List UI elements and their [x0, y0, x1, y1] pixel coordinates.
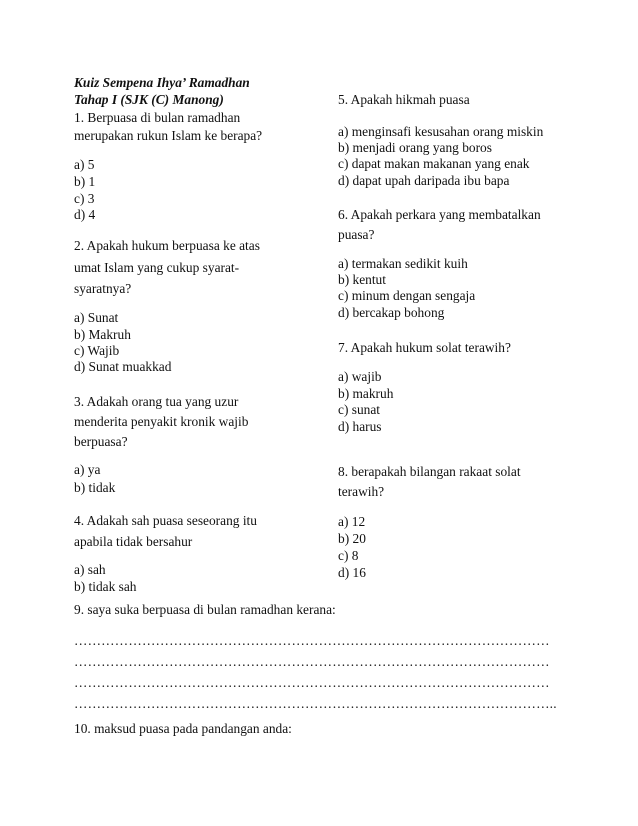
question-2-option-c: c) Wajib: [74, 343, 120, 358]
answer-line-2: ……………………………………………………………………………………………: [74, 654, 550, 669]
question-6-line-2: puasa?: [338, 227, 375, 242]
question-10: 10. maksud puasa pada pandangan anda:: [74, 721, 292, 736]
question-8-line-1: 8. berapakah bilangan rakaat solat: [338, 464, 521, 479]
answer-line-4: ……………………………………………………………………………………………..: [74, 696, 557, 711]
question-3-line-3: berpuasa?: [74, 434, 128, 449]
question-1-line-2: merupakan rukun Islam ke berapa?: [74, 128, 263, 143]
answer-line-1: ……………………………………………………………………………………………: [74, 633, 550, 648]
question-6-option-d: d) bercakap bohong: [338, 305, 445, 320]
question-7-option-a: a) wajib: [338, 369, 382, 384]
question-2-option-d: d) Sunat muakkad: [74, 359, 172, 374]
question-2-option-b: b) Makruh: [74, 327, 131, 342]
question-4-option-a: a) sah: [74, 562, 106, 577]
question-7-option-b: b) makruh: [338, 386, 394, 401]
question-7-line-1: 7. Apakah hukum solat terawih?: [338, 340, 511, 355]
question-3-line-2: menderita penyakit kronik wajib: [74, 414, 249, 429]
question-2-line-2: umat Islam yang cukup syarat-: [74, 260, 240, 275]
question-2-line-3: syaratnya?: [74, 281, 132, 296]
question-3-option-b: b) tidak: [74, 480, 116, 495]
question-2-option-a: a) Sunat: [74, 310, 119, 325]
question-4-line-2: apabila tidak bersahur: [74, 534, 193, 549]
question-7-option-d: d) harus: [338, 419, 382, 434]
question-1-option-d: d) 4: [74, 207, 96, 222]
question-9: 9. saya suka berpuasa di bulan ramadhan kerana:: [74, 602, 336, 617]
question-1-option-b: b) 1: [74, 174, 96, 189]
question-8-option-d: d) 16: [338, 565, 366, 580]
question-6-line-1: 6. Apakah perkara yang membatalkan: [338, 207, 541, 222]
question-5-line-1: 5. Apakah hikmah puasa: [338, 92, 470, 107]
question-1-option-c: c) 3: [74, 191, 95, 206]
question-5-option-c: c) dapat makan makanan yang enak: [338, 156, 530, 171]
question-3-option-a: a) ya: [74, 462, 101, 477]
question-5-option-a: a) menginsafi kesusahan orang miskin: [338, 124, 544, 139]
question-6-option-a: a) termakan sedikit kuih: [338, 256, 468, 271]
question-3-line-1: 3. Adakah orang tua yang uzur: [74, 394, 239, 409]
question-7-option-c: c) sunat: [338, 402, 381, 417]
question-8-option-b: b) 20: [338, 531, 366, 546]
question-4-line-1: 4. Adakah sah puasa seseorang itu: [74, 513, 257, 528]
question-1-line-1: 1. Berpuasa di bulan ramadhan: [74, 110, 241, 125]
question-4-option-b: b) tidak sah: [74, 579, 137, 594]
question-6-option-c: c) minum dengan sengaja: [338, 288, 476, 303]
quiz-title: Kuiz Sempena Ihya’ Ramadhan: [74, 75, 250, 90]
question-1-option-a: a) 5: [74, 157, 95, 172]
question-2-line-1: 2. Apakah hukum berpuasa ke atas: [74, 238, 260, 253]
question-5-option-b: b) menjadi orang yang boros: [338, 140, 492, 155]
question-6-option-b: b) kentut: [338, 272, 386, 287]
question-5-option-d: d) dapat upah daripada ibu bapa: [338, 173, 510, 188]
question-8-option-c: c) 8: [338, 548, 359, 563]
question-8-line-2: terawih?: [338, 484, 385, 499]
quiz-subtitle: Tahap I (SJK (C) Manong): [74, 92, 224, 107]
question-8-option-a: a) 12: [338, 514, 366, 529]
answer-line-3: ……………………………………………………………………………………………: [74, 675, 550, 690]
